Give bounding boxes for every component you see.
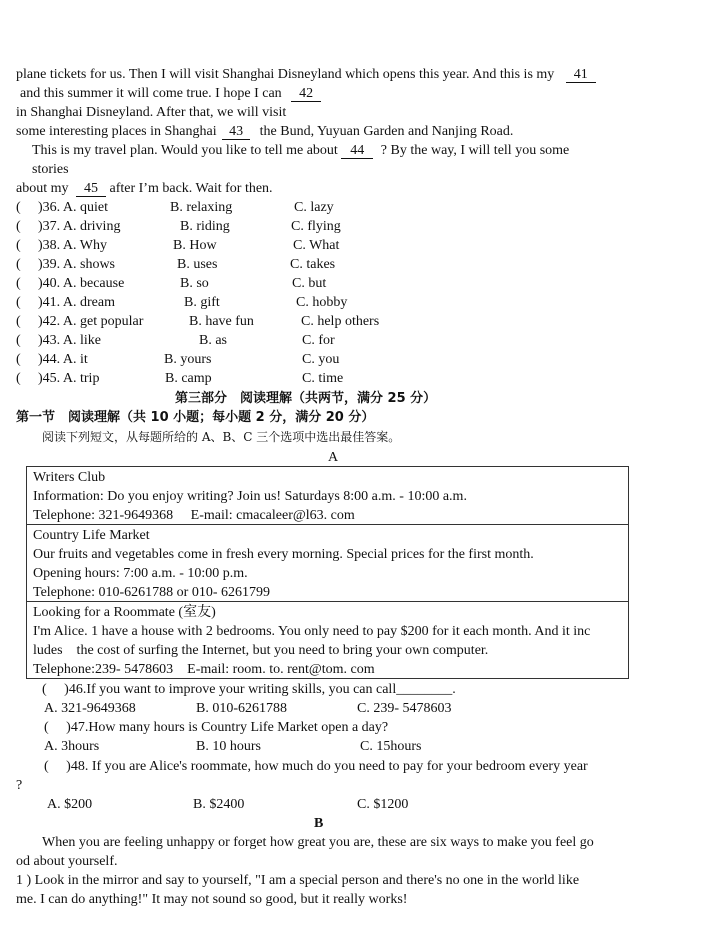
passage-text: This is my travel plan. Would you like to tell me about bbox=[32, 143, 338, 158]
passage-b-intro-1: When you are feeling unhappy or forget how great you are, these are six ways to make you feel go bbox=[42, 835, 594, 850]
market-info: Our fruits and vegetables come in fresh every morning. Special prices for the first month. bbox=[33, 547, 534, 562]
q47-option-b: B. 10 hours bbox=[196, 739, 261, 754]
passage-line-5 bbox=[32, 141, 569, 160]
question-option-b: B. gift bbox=[184, 295, 220, 310]
passage-b-para-1a: 1 ) Look in the mirror and say to yourself, "I am a special person and there's no one in the world like bbox=[16, 873, 580, 888]
passage-b-para-1b: me. I can do anything!" It may not sound so good, but it really works! bbox=[16, 892, 408, 907]
question-option-b: B. camp bbox=[165, 371, 212, 386]
passage-text: ? By the way, I will tell you some bbox=[380, 143, 570, 158]
passage-line-6: stories bbox=[32, 162, 69, 177]
question-paren: ( bbox=[16, 333, 21, 348]
question-paren: ( bbox=[16, 219, 21, 234]
question-paren: ( bbox=[16, 200, 21, 215]
question-option-c: C. lazy bbox=[294, 200, 334, 215]
question-46: ( )46.If you want to improve your writing skills, you can call________. bbox=[42, 682, 456, 697]
passage-b-intro-2: od about yourself. bbox=[16, 854, 118, 869]
passage-line-3: in Shanghai Disneyland. After that, we will visit bbox=[16, 105, 287, 120]
blank-42: 42 bbox=[291, 86, 321, 102]
writers-club-info: Information: Do you enjoy writing? Join us! Saturdays 8:00 a.m. - 10:00 a.m. bbox=[33, 489, 467, 504]
market-hours: Opening hours: 7:00 a.m. - 10:00 p.m. bbox=[33, 566, 248, 581]
passage-text: some interesting places in Shanghai bbox=[16, 124, 217, 139]
question-option-a: )42. A. get popular bbox=[38, 314, 144, 329]
question-option-c: C. but bbox=[292, 276, 327, 291]
roommate-info-2: ludes the cost of surfing the Internet, but you need to bring your own computer. bbox=[33, 643, 489, 658]
question-option-a: )40. A. because bbox=[38, 276, 125, 291]
question-option-c: C. time bbox=[302, 371, 344, 386]
passage-text: the Bund, Yuyuan Garden and Nanjing Road. bbox=[259, 124, 514, 139]
market-title: Country Life Market bbox=[33, 528, 150, 543]
roommate-title: Looking for a Roommate (室友) bbox=[33, 605, 216, 620]
question-paren: ( bbox=[16, 352, 21, 367]
passage-text: about my bbox=[16, 181, 69, 196]
question-option-c: C. hobby bbox=[296, 295, 348, 310]
question-option-a: )45. A. trip bbox=[38, 371, 100, 386]
question-option-c: C. for bbox=[302, 333, 335, 348]
question-paren: ( bbox=[16, 314, 21, 329]
question-paren: ( bbox=[16, 257, 21, 272]
question-option-a: )43. A. like bbox=[38, 333, 101, 348]
q48-option-b: B. $2400 bbox=[193, 797, 245, 812]
question-48-mark: ? bbox=[16, 778, 23, 793]
question-option-c: C. help others bbox=[301, 314, 380, 329]
q46-option-b: B. 010-6261788 bbox=[196, 701, 287, 716]
question-option-a: )44. A. it bbox=[38, 352, 88, 367]
question-option-c: C. flying bbox=[291, 219, 341, 234]
question-option-c: C. you bbox=[302, 352, 340, 367]
question-option-b: B. How bbox=[173, 238, 217, 253]
question-paren: ( bbox=[16, 371, 21, 386]
passage-line-2 bbox=[20, 84, 321, 103]
blank-43: 43 bbox=[222, 124, 250, 140]
passage-letter-a: A bbox=[328, 450, 339, 465]
question-option-b: B. uses bbox=[177, 257, 218, 272]
question-option-b: B. have fun bbox=[189, 314, 254, 329]
question-paren: ( bbox=[16, 238, 21, 253]
passage-text: and this summer it will come true. I hope I can bbox=[20, 86, 282, 101]
question-option-b: B. relaxing bbox=[170, 200, 233, 215]
passage-text: plane tickets for us. Then I will visit Shanghai Disneyland which opens this year. And this is my bbox=[16, 67, 555, 82]
q47-option-a: A. 3hours bbox=[44, 739, 100, 754]
q48-option-a: A. $200 bbox=[47, 797, 93, 812]
question-option-a: )37. A. driving bbox=[38, 219, 121, 234]
blank-44: 44 bbox=[341, 143, 373, 159]
question-option-b: B. riding bbox=[180, 219, 230, 234]
question-option-c: C. What bbox=[293, 238, 340, 253]
question-47: ( )47.How many hours is Country Life Market open a day? bbox=[44, 720, 389, 735]
q47-option-c: C. 15hours bbox=[360, 739, 422, 754]
question-option-a: )41. A. dream bbox=[38, 295, 115, 310]
question-paren: ( bbox=[16, 276, 21, 291]
passage-line-7 bbox=[16, 179, 273, 198]
passage-letter-b: B bbox=[314, 816, 324, 831]
question-48: ( )48. If you are Alice's roommate, how much do you need to pay for your bedroom every year bbox=[44, 759, 588, 774]
writers-club-title: Writers Club bbox=[33, 470, 106, 485]
part3-heading: 第三部分 阅读理解（共两节，满分 25 分） bbox=[175, 391, 437, 406]
question-option-b: B. so bbox=[180, 276, 209, 291]
passage-line-4 bbox=[16, 122, 513, 141]
question-paren: ( bbox=[16, 295, 21, 310]
question-option-b: B. as bbox=[199, 333, 227, 348]
q46-option-a: A. 321-9649368 bbox=[44, 701, 136, 716]
section-instruction: 阅读下列短文，从每题所给的 A、B、C 三个选项中选出最佳答案。 bbox=[42, 430, 401, 444]
q48-option-c: C. $1200 bbox=[357, 797, 409, 812]
question-option-b: B. yours bbox=[164, 352, 212, 367]
blank-41: 41 bbox=[566, 67, 596, 83]
question-option-a: )36. A. quiet bbox=[38, 200, 108, 215]
question-option-a: )38. A. Why bbox=[38, 238, 107, 253]
question-option-a: )39. A. shows bbox=[38, 257, 116, 272]
section1-heading: 第一节 阅读理解（共 10 小题；每小题 2 分，满分 20 分） bbox=[16, 410, 375, 425]
blank-45: 45 bbox=[76, 181, 106, 197]
passage-line-1 bbox=[16, 65, 596, 84]
roommate-contact: Telephone:239- 5478603 E-mail: room. to. rent@tom. com bbox=[33, 662, 375, 677]
q46-option-c: C. 239- 5478603 bbox=[357, 701, 452, 716]
roommate-info-1: I'm Alice. 1 have a house with 2 bedrooms. You only need to pay $200 for it each month. And it inc bbox=[33, 624, 591, 639]
writers-club-contact: Telephone: 321-9649368 E-mail: cmacaleer@l63. com bbox=[33, 508, 355, 523]
market-phone: Telephone: 010-6261788 or 010- 6261799 bbox=[33, 585, 270, 600]
passage-text: after I’m back. Wait for then. bbox=[109, 181, 273, 196]
question-option-c: C. takes bbox=[290, 257, 336, 272]
